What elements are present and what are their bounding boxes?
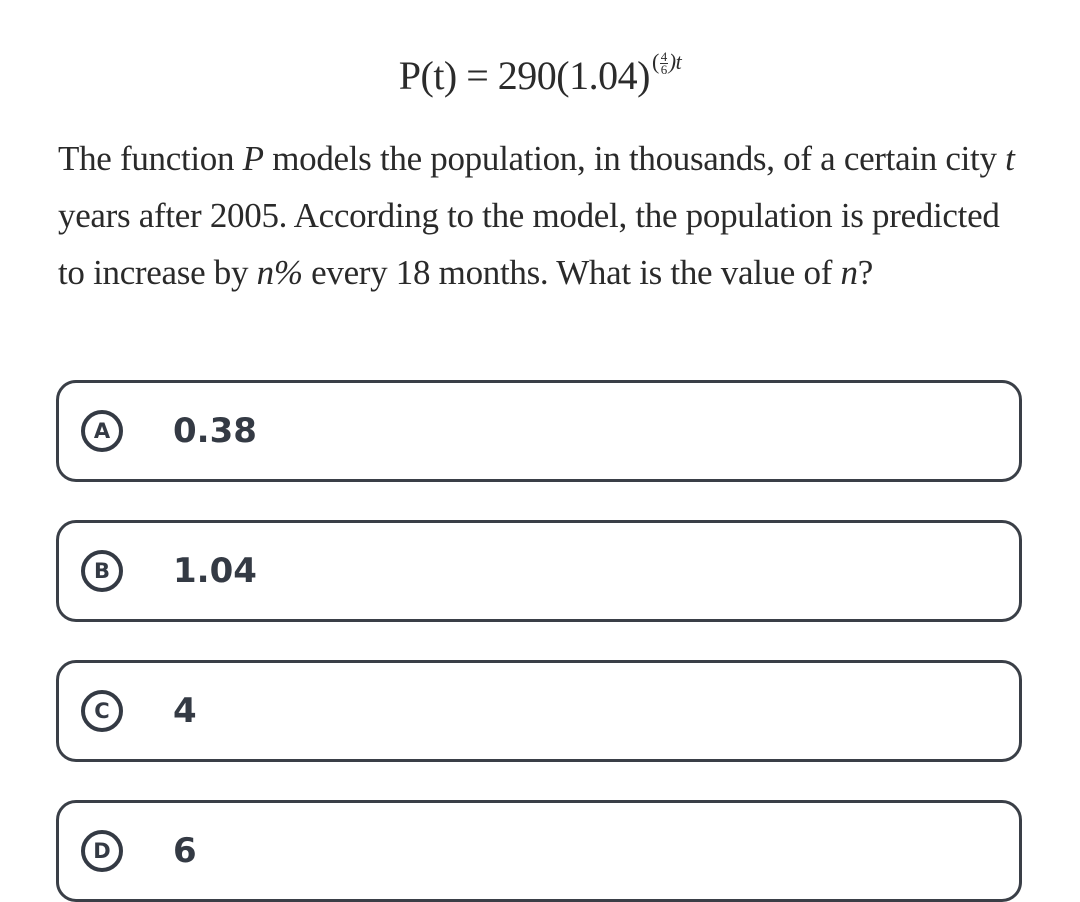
- answer-option-d[interactable]: [56, 800, 1022, 902]
- option-letter-badge: D: [81, 830, 123, 872]
- option-letter-badge: C: [81, 690, 123, 732]
- equation-base: P(t) = 290(1.04): [398, 53, 650, 98]
- answer-option-c[interactable]: [56, 660, 1022, 762]
- answer-option-a[interactable]: [56, 380, 1022, 482]
- variable-n: n: [840, 253, 858, 292]
- question-text: The function P models the population, in thousands, of a certain city t years after 2005. According to the model, the population is predicted to increase by n% every 18 months. What is the value of n?: [58, 139, 1015, 292]
- variable-n-percent: n%: [256, 253, 303, 292]
- model-equation: [0, 49, 1080, 99]
- option-value: 6: [173, 831, 197, 871]
- option-value: 0.38: [173, 411, 257, 451]
- option-value: 4: [173, 691, 197, 731]
- variable-p: P: [242, 139, 264, 178]
- option-letter-badge: A: [81, 410, 123, 452]
- option-letter-badge: B: [81, 550, 123, 592]
- equation-exponent: ( 4 6 )t: [651, 49, 682, 78]
- variable-t: t: [1005, 139, 1015, 178]
- answer-option-b[interactable]: [56, 520, 1022, 622]
- option-value: 1.04: [173, 551, 257, 591]
- exponent-fraction: $\frac{4}{6}$: [660, 49, 667, 78]
